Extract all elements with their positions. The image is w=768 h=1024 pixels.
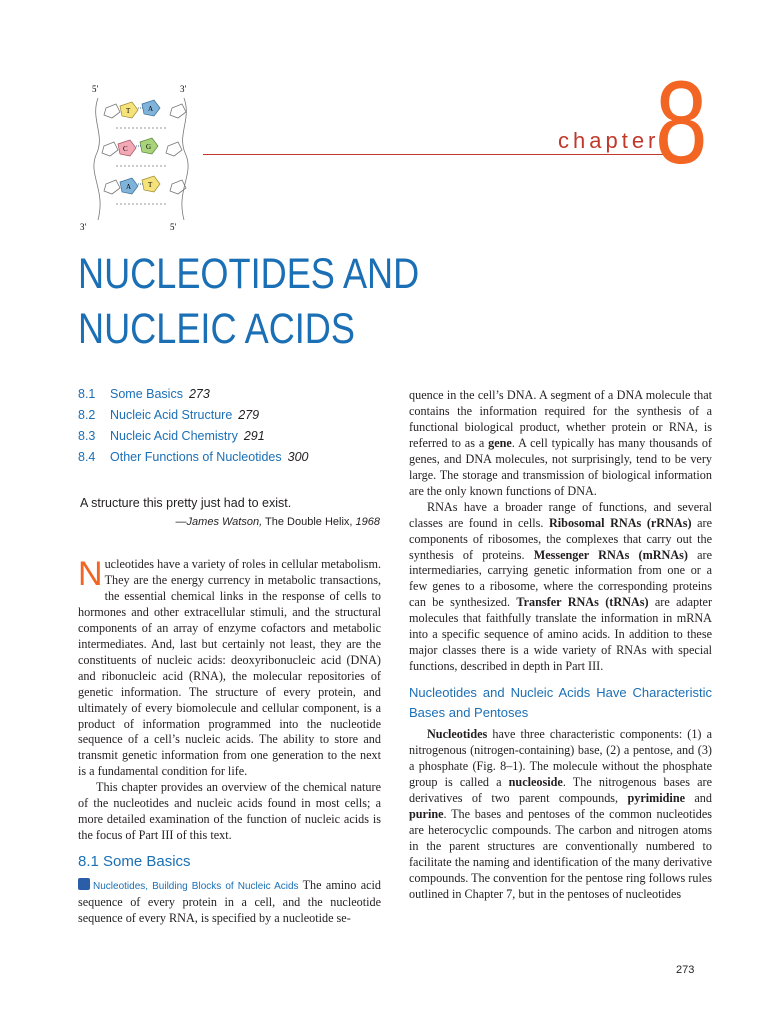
toc-entry[interactable]: [78, 429, 308, 450]
section-heading: 8.1 Some Basics: [78, 853, 191, 871]
toc-entry[interactable]: [78, 387, 308, 408]
toc-entry[interactable]: [78, 450, 308, 471]
base-pair-3: [120, 176, 160, 194]
term-pyrimidine: pyrimidine: [627, 790, 686, 805]
chapter-contents: [78, 387, 308, 471]
drop-cap: N: [78, 555, 103, 593]
text-run: are adapter molecules that faithfully translate the information in mRNA into a specific sequence of amino acids. In addition to these major classes there is a wide variety of RNAs with special functions, described in depth in Part III.: [409, 595, 712, 674]
epigraph-author: —James Watson,: [175, 516, 263, 528]
base-a-label: A: [126, 183, 132, 191]
strand-label-top-left: 5′: [92, 84, 99, 94]
chapter-title-line-2: NUCLEIC ACIDS: [78, 305, 355, 353]
text-run: RNAs have a broader range of functions, and several classes are found in cells.: [409, 499, 712, 530]
text-run: . The nitrogenous bases are derivatives of two parent compounds,: [409, 775, 712, 805]
nucleotides-paragraph: [409, 727, 712, 902]
toc-label: Other Functions of Nucleotides: [110, 450, 282, 464]
epigraph-quote: A structure this pretty just had to exist.: [80, 496, 292, 510]
term-nucleoside: nucleoside: [508, 775, 563, 790]
text-run: have three characteristic components: (1) a nitrogenous (nitrogen-containing) base, (2) a pentose, and (3) a phosphate (Fig. 8–1). The molecule without the phosphate group is called a: [409, 727, 712, 790]
chapter-word: chapter: [558, 128, 660, 153]
text-run: are components of ribosomes, the complexes that carry out the synthesis of proteins.: [409, 515, 713, 562]
dna-double-helix-figure: [76, 80, 226, 235]
toc-page: 300: [287, 450, 309, 464]
term-trna: Transfer RNAs (tRNAs): [516, 595, 649, 610]
chapter-rule: [203, 154, 663, 155]
epigraph-year: 1968: [355, 516, 380, 528]
toc-page: 279: [238, 408, 260, 422]
subsection-heading: Nucleotides and Nucleic Acids Have Characteristic Bases and Pentoses: [409, 685, 712, 721]
page-number: 273: [676, 964, 695, 976]
gene-paragraph: [409, 388, 712, 500]
term-gene: gene: [488, 435, 512, 450]
text-run: . The bases and pentoses of the common nucleotides are heterocyclic compounds. The carbon and nitrogen atoms in the parent structures are conventionally numbered to facilitate the naming and identification of the many derivative compounds. The convention for the pentose ring follows rules outlined in Chapter 7, but in the pentoses of nucleotides: [409, 806, 712, 901]
term-nucleotides: Nucleotides: [427, 727, 488, 742]
text-run: are intermediaries, carrying genetic information from one or a few genes to a ribosome, where the corresponding proteins can be synthesized.: [409, 547, 712, 610]
toc-label: Some Basics: [110, 387, 183, 401]
text-run: and: [685, 790, 712, 805]
rna-paragraph: [409, 500, 712, 675]
base-a-label: A: [148, 105, 154, 113]
sugar-phosphate-backbone: [94, 98, 188, 220]
overview-paragraph: This chapter provides an overview of the chemical nature of the nucleotides and nucleic acids found in most cells; a more detailed examination of the function of nucleic acids is the focus of Part III of this text.: [78, 780, 381, 843]
base-g-label: G: [146, 143, 152, 151]
toc-label: Nucleic Acid Structure: [110, 408, 233, 422]
toc-page: 273: [188, 387, 210, 401]
text-run: . A cell typically has many thousands of genes, and DNA molecules, not surprisingly, tend to be very large. The storage and transmission of biological information are the only known functions of DNA.: [409, 435, 712, 498]
media-link[interactable]: Nucleotides, Building Blocks of Nucleic Acids: [93, 881, 299, 893]
toc-number: 8.4: [78, 450, 96, 464]
toc-number: 8.2: [78, 408, 96, 422]
base-c-label: C: [123, 145, 128, 153]
term-purine: purine: [409, 806, 444, 821]
toc-page: 291: [243, 429, 265, 443]
base-pair-2: [118, 138, 158, 156]
toc-number: 8.3: [78, 429, 96, 443]
term-mrna: Messenger RNAs (mRNAs): [533, 547, 688, 562]
term-rrna: Ribosomal RNAs (rRNAs): [548, 515, 692, 530]
epigraph-attribution: [80, 516, 380, 528]
base-pair-1: [120, 100, 160, 118]
strand-label-bottom-right: 5′: [170, 222, 177, 232]
epigraph-source: The Double Helix,: [262, 516, 356, 528]
left-column: [78, 557, 381, 927]
strand-label-top-right: 3′: [180, 84, 187, 94]
media-icon[interactable]: [78, 878, 90, 890]
section-paragraph: The amino acid sequence of every protein in a cell, and the nucleotide sequence of every RNA, is specified by a nucleotide se-: [78, 878, 381, 926]
chapter-title-line-1: NUCLEOTIDES AND: [78, 250, 420, 298]
intro-paragraph: ucleotides have a variety of roles in cellular metabolism. They are the energy currency in metabolic transactions, the essential chemical links in the response of cells to hormones and other extracellular stimuli, and the structural components of an array of enzyme cofactors and metabolic intermediates. And, last but certainly not least, they are the constituents of nucleic acids: deoxyribonucleic acid (DNA) and ribonucleic acid (RNA), the molecular repositories of genetic information. The structure of every protein, and ultimately of every biomolecule and cellular component, is a product of information programmed into the nucleotide sequence of a cell’s nucleic acids. The ability to store and transmit genetic information from one generation to the next is a fundamental condition for life.: [78, 557, 381, 779]
chapter-number: 8: [655, 57, 708, 189]
strand-label-bottom-left: 3′: [80, 222, 87, 232]
text-run: quence in the cell’s DNA. A segment of a DNA molecule that contains the information required for the synthesis of a functional biological product, whether protein or RNA, is referred to as a: [409, 388, 712, 450]
toc-entry[interactable]: [78, 408, 308, 429]
base-t-label: T: [126, 107, 131, 115]
toc-number: 8.1: [78, 387, 96, 401]
right-column: [409, 388, 712, 903]
toc-label: Nucleic Acid Chemistry: [110, 429, 238, 443]
base-t-label: T: [148, 181, 153, 189]
